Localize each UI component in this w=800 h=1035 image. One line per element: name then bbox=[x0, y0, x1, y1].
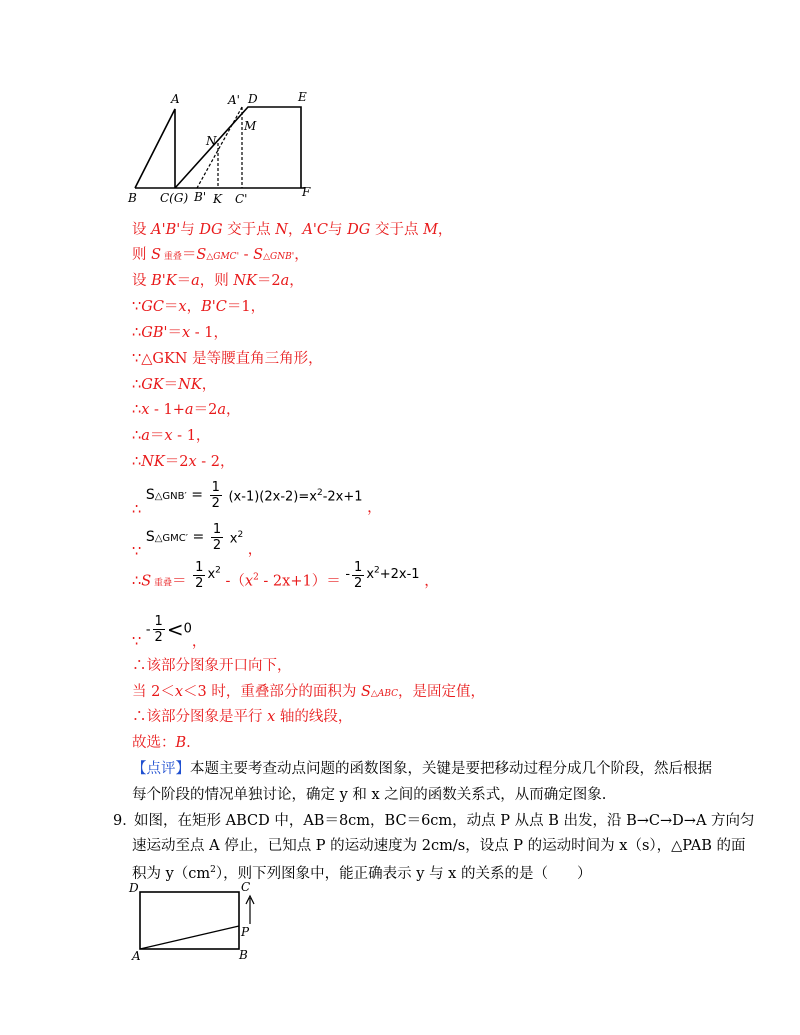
question-9-line-2: 速运动至点 A 停止，已知点 P 的运动速度为 2cm/s，设点 P 的运动时间为 x（s），△PAB 的面 bbox=[132, 838, 746, 854]
fig1-label-A: A bbox=[171, 92, 180, 106]
fig2-label-A: A bbox=[132, 949, 141, 963]
solution-line-17: ∴该部分图象是平行 x 轴的线段， bbox=[132, 709, 353, 725]
fig2-label-B: B bbox=[239, 948, 248, 962]
solution-line-8: ∴x - 1+a＝2a， bbox=[132, 402, 241, 418]
solution-line-2: 则 S 重叠＝S△GMC' - S△GNB'， bbox=[132, 247, 309, 263]
question-9-line-3: 积为 $y(cm^2)$，则下列图象中，能正确表示 y 与 x 的关系的是（ ） bbox=[132, 865, 592, 882]
fig1-label-B: B bbox=[128, 191, 137, 205]
fig2-label-D: D bbox=[129, 881, 139, 895]
fig1-label-F: F bbox=[302, 185, 311, 199]
comment-line-1: 【点评】本题主要考查动点问题的函数图象，关键是要把移动过程分成几个阶段，然后根据 bbox=[132, 761, 712, 777]
equation-area-gmc: ∵ S△GMC′ = $\frac{1}{2}$ $x^2$ ， bbox=[132, 522, 263, 560]
solution-line-7: ∴GK＝NK， bbox=[132, 377, 217, 393]
fig1-label-K: K bbox=[213, 192, 222, 206]
fig2-label-P: P bbox=[241, 925, 250, 939]
figure-1-translation-diagram bbox=[120, 88, 330, 208]
fig1-label-N: N bbox=[206, 134, 217, 148]
comment-tag: 【点评】 bbox=[132, 761, 190, 777]
solution-line-3: 设 B'K＝a，则 NK＝2a， bbox=[132, 273, 304, 289]
solution-line-5: ∴GB'＝x - 1， bbox=[132, 325, 228, 341]
equation-area-gnb: ∴ S△GNB′ = $\frac{1}{2}$ $(x-1)(2x-2)=x^2-2x+1$ ， bbox=[132, 480, 382, 518]
solution-line-4: ∵GC＝x，B'C＝1， bbox=[132, 299, 266, 315]
fig1-label-M: M bbox=[244, 119, 257, 133]
solution-line-15: ∴该部分图象开口向下， bbox=[132, 658, 292, 674]
fig1-label-E: E bbox=[298, 90, 307, 104]
solution-line-9: ∴a＝x - 1， bbox=[132, 428, 211, 444]
comment-line-2: 每个阶段的情况单独讨论，确定 y 和 x 之间的函数关系式，从而确定图象. bbox=[132, 787, 607, 803]
fig1-label-C-G: C(G) bbox=[160, 191, 189, 205]
solution-line-10: ∴NK＝2x - 2， bbox=[132, 454, 235, 470]
solution-line-1: 设 A'B'与 DG 交于点 N，A'C与 DG 交于点 M， bbox=[132, 222, 453, 238]
fig1-label-C-prime: C' bbox=[235, 192, 248, 206]
fig2-label-C: C bbox=[241, 880, 251, 894]
equation-overlap-area: ∴S 重叠＝ $\frac{1}{2}$ $x^2$ $-(x^2 - 2x+1)=$ - $\frac{1}{2}$ $x^2+2x-1$ ， bbox=[132, 560, 439, 591]
question-9-line-1: 如图，在矩形 ABCD 中，AB＝8cm，BC＝6cm，动点 P 从点 B 出发，沿 B→C→D→A 方向匀 bbox=[134, 813, 755, 829]
solution-line-16: 当 2＜x＜3 时，重叠部分的面积为 S△ABC，是固定值， bbox=[132, 684, 486, 700]
figure-2-rectangle-abcd bbox=[126, 880, 276, 965]
fig1-label-B-prime: B' bbox=[194, 190, 207, 204]
equation-negative-coefficient: ∵ - $\frac{1}{2}$ <0， bbox=[132, 614, 207, 650]
solution-answer: 故选：B. bbox=[132, 735, 191, 751]
question-9-number: 9． bbox=[113, 813, 137, 829]
fig1-label-A-prime: A' bbox=[228, 93, 240, 107]
fig1-label-D: D bbox=[248, 92, 258, 106]
solution-line-6: ∵△GKN 是等腰直角三角形， bbox=[132, 351, 323, 367]
